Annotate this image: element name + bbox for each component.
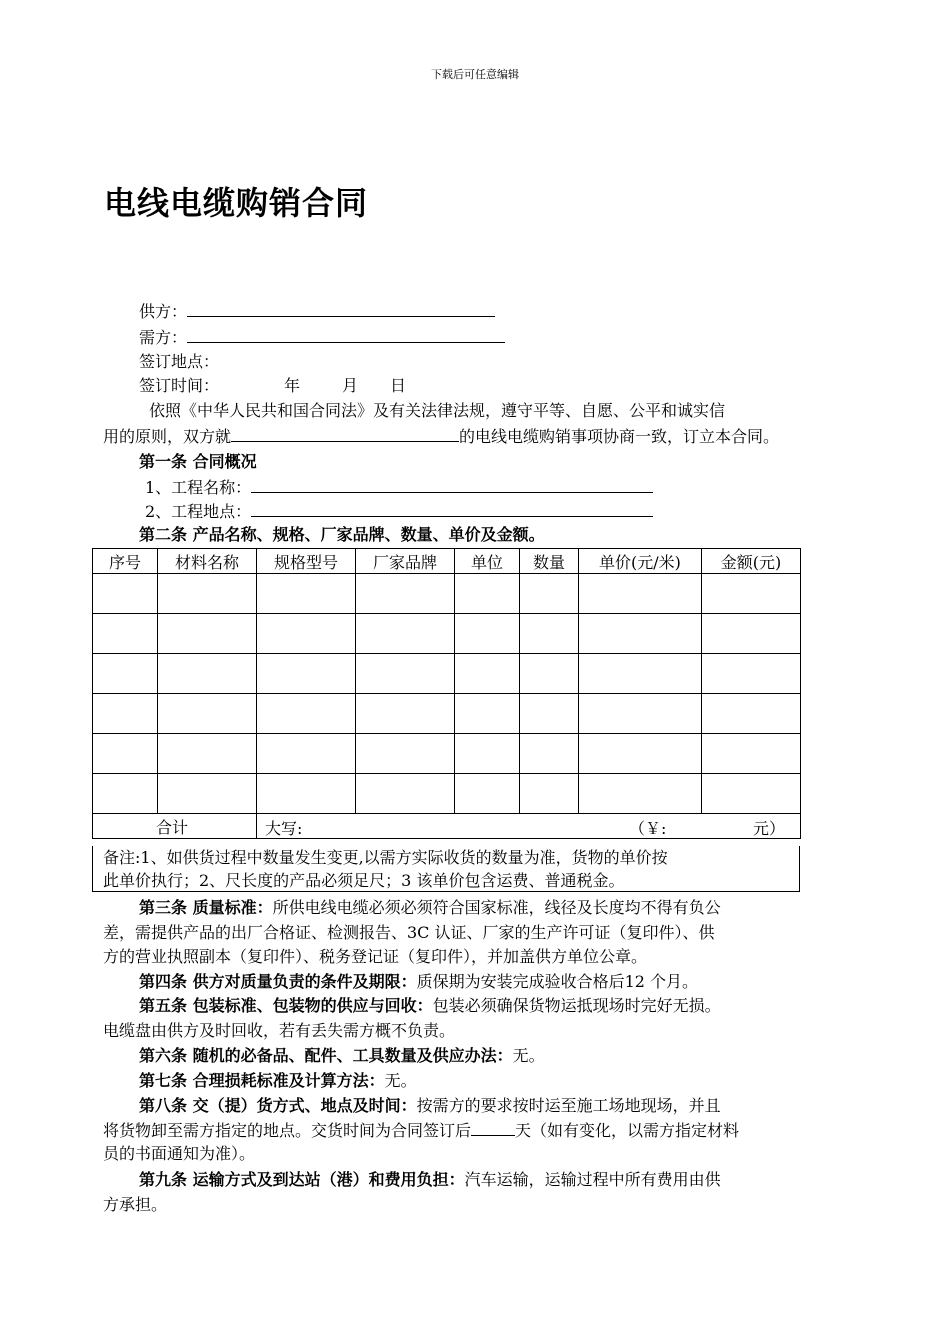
year-label: 年 (284, 376, 301, 395)
table-cell[interactable] (520, 614, 579, 654)
intro-line-2 (103, 425, 779, 448)
table-row (93, 614, 801, 654)
article8-line-3: 员的书面通知为准）。 (103, 1144, 256, 1163)
yen-label: （￥: (629, 819, 667, 838)
article5-line-2: 电缆盘由供方及时回收，若有丢失需方概不负责。 (103, 1021, 456, 1040)
project-name-label: 1、工程名称： (145, 478, 252, 497)
article3-line-3: 方的营业执照副本（复印件）、税务登记证（复印件），并加盖供方单位公章。 (103, 947, 648, 966)
buyer-line (139, 326, 505, 349)
supplier-blank[interactable] (187, 300, 495, 317)
project-site-blank[interactable] (251, 500, 653, 517)
table-cell[interactable] (520, 734, 579, 774)
table-cell[interactable] (579, 734, 702, 774)
table-cell[interactable] (702, 614, 801, 654)
table-cell[interactable] (579, 694, 702, 734)
article5-text: 包装必须确保货物运抵现场时完好无损。 (432, 996, 721, 1015)
buyer-label: 需方： (139, 328, 188, 347)
article6-heading: 第六条 随机的必备品、配件、工具数量及供应办法： (139, 1046, 513, 1065)
table-cell[interactable] (520, 574, 579, 614)
article4-text: 质保期为安装完成验收合格后12 个月。 (416, 972, 699, 991)
note-line-2: 此单价执行；2、尺长度的产品必须足尺；3 该单价包含运费、普通税金。 (103, 871, 625, 890)
table-cell[interactable] (579, 774, 702, 814)
table-cell[interactable] (455, 774, 520, 814)
article7-text: 无。 (384, 1071, 417, 1090)
header-cell: 数量 (520, 549, 579, 574)
article3-text: 所供电线电缆必须必须符合国家标准，线径及长度均不得有负公 (272, 898, 721, 917)
day-label: 日 (390, 376, 407, 395)
table-cell[interactable] (158, 734, 257, 774)
time-label: 签订时间： (139, 376, 220, 395)
intro-text-b: 的电线电缆购销事项协商一致，订立本合同。 (459, 427, 780, 446)
table-cell[interactable] (455, 614, 520, 654)
table-note (92, 846, 800, 892)
table-cell[interactable] (93, 774, 158, 814)
table-cell[interactable] (356, 774, 455, 814)
page-header: 下载后可任意编辑 (431, 68, 519, 81)
supplier-line (139, 300, 495, 323)
header-cell: 厂家品牌 (356, 549, 455, 574)
article8-line-1 (139, 1095, 721, 1117)
subject-blank[interactable] (231, 425, 459, 442)
daxie-label: 大写: (265, 819, 303, 838)
month-label: 月 (342, 376, 359, 395)
table-cell[interactable] (158, 774, 257, 814)
place-label: 签订地点： (139, 352, 220, 371)
table-cell[interactable] (257, 694, 356, 734)
table-cell[interactable] (257, 654, 356, 694)
table-cell[interactable] (356, 734, 455, 774)
article9-heading: 第九条 运输方式及到达站（港）和费用负担： (139, 1170, 465, 1189)
article8-text-a: 将货物卸至需方指定的地点。交货时间为合同签订后 (103, 1121, 472, 1140)
project-name-line (145, 476, 653, 499)
table-header-row (93, 549, 801, 574)
table-cell[interactable] (158, 654, 257, 694)
project-site-label: 2、工程地点： (145, 502, 252, 521)
total-row (93, 814, 801, 839)
article6-text: 无。 (512, 1046, 545, 1065)
article7-line (139, 1070, 417, 1092)
table-cell[interactable] (579, 574, 702, 614)
table-cell[interactable] (158, 574, 257, 614)
article2-heading: 第二条 产品名称、规格、厂家品牌、数量、单价及金额。 (139, 525, 545, 544)
table-cell[interactable] (702, 734, 801, 774)
table-cell[interactable] (257, 574, 356, 614)
header-cell: 规格型号 (257, 549, 356, 574)
delivery-days-blank[interactable] (471, 1119, 515, 1136)
table-cell[interactable] (93, 654, 158, 694)
article7-heading: 第七条 合理损耗标准及计算方法： (139, 1071, 385, 1090)
header-cell: 单位 (455, 549, 520, 574)
table-cell[interactable] (579, 654, 702, 694)
total-label: 合计 (93, 814, 257, 839)
article4-line (139, 971, 698, 993)
contract-title: 电线电缆购销合同 (104, 184, 369, 222)
table-cell[interactable] (93, 734, 158, 774)
table-cell[interactable] (520, 654, 579, 694)
table-cell[interactable] (356, 614, 455, 654)
items-table (92, 548, 801, 839)
table-cell[interactable] (520, 694, 579, 734)
table-cell[interactable] (257, 734, 356, 774)
table-cell[interactable] (158, 694, 257, 734)
table-cell[interactable] (93, 614, 158, 654)
header-cell: 材料名称 (158, 549, 257, 574)
article3-line-2: 差，需提供产品的出厂合格证、检测报告、3C 认证、厂家的生产许可证（复印件）、供 (103, 923, 715, 942)
header-cell: 单价(元/米) (579, 549, 702, 574)
article8-text-b: 天（如有变化，以需方指定材料 (515, 1121, 740, 1140)
table-cell[interactable] (257, 774, 356, 814)
header-cell: 金额(元) (702, 549, 801, 574)
table-cell[interactable] (356, 574, 455, 614)
table-cell[interactable] (520, 774, 579, 814)
article9-line-1 (139, 1169, 721, 1191)
time-line (139, 375, 407, 397)
table-cell[interactable] (93, 574, 158, 614)
table-cell[interactable] (158, 614, 257, 654)
table-cell[interactable] (702, 574, 801, 614)
table-row (93, 774, 801, 814)
article9-line-2: 方承担。 (103, 1195, 168, 1214)
article8-heading: 第八条 交（提）货方式、地点及时间： (139, 1096, 417, 1115)
article9-text: 汽车运输，运输过程中所有费用由供 (464, 1170, 721, 1189)
table-cell[interactable] (455, 694, 520, 734)
table-cell[interactable] (702, 774, 801, 814)
buyer-blank[interactable] (187, 326, 505, 343)
article5-heading: 第五条 包装标准、包装物的供应与回收： (139, 996, 433, 1015)
article5-line-1 (139, 995, 721, 1017)
article6-line (139, 1045, 545, 1067)
intro-line-1: 依照《中华人民共和国合同法》及有关法律法规，遵守平等、自愿、公平和诚实信 (149, 401, 726, 420)
table-row (93, 574, 801, 614)
header-cell: 序号 (93, 549, 158, 574)
total-amount-cell[interactable] (257, 814, 801, 839)
table-row (93, 734, 801, 774)
table-cell[interactable] (93, 694, 158, 734)
table-cell[interactable] (356, 694, 455, 734)
article3-heading: 第三条 质量标准： (139, 898, 273, 917)
table-cell[interactable] (257, 614, 356, 654)
intro-text-a: 用的原则，双方就 (103, 427, 232, 446)
yuan-label: 元） (753, 819, 786, 838)
table-cell[interactable] (579, 614, 702, 654)
article8-line-2 (103, 1119, 739, 1142)
note-line-1: 备注:1、如供货过程中数量发生变更,以需方实际收货的数量为准，货物的单价按 (103, 848, 668, 867)
table-cell[interactable] (356, 654, 455, 694)
supplier-label: 供方： (139, 302, 188, 321)
article3-line-1 (139, 897, 721, 919)
table-cell[interactable] (702, 654, 801, 694)
article1-heading: 第一条 合同概况 (139, 452, 257, 471)
article8-text: 按需方的要求按时运至施工场地现场，并且 (416, 1096, 721, 1115)
table-row (93, 694, 801, 734)
table-cell[interactable] (455, 734, 520, 774)
project-site-line (145, 500, 653, 523)
table-row (93, 654, 801, 694)
project-name-blank[interactable] (251, 476, 653, 493)
table-cell[interactable] (702, 694, 801, 734)
article4-heading: 第四条 供方对质量负责的条件及期限： (139, 972, 417, 991)
table-cell[interactable] (455, 574, 520, 614)
table-cell[interactable] (455, 654, 520, 694)
